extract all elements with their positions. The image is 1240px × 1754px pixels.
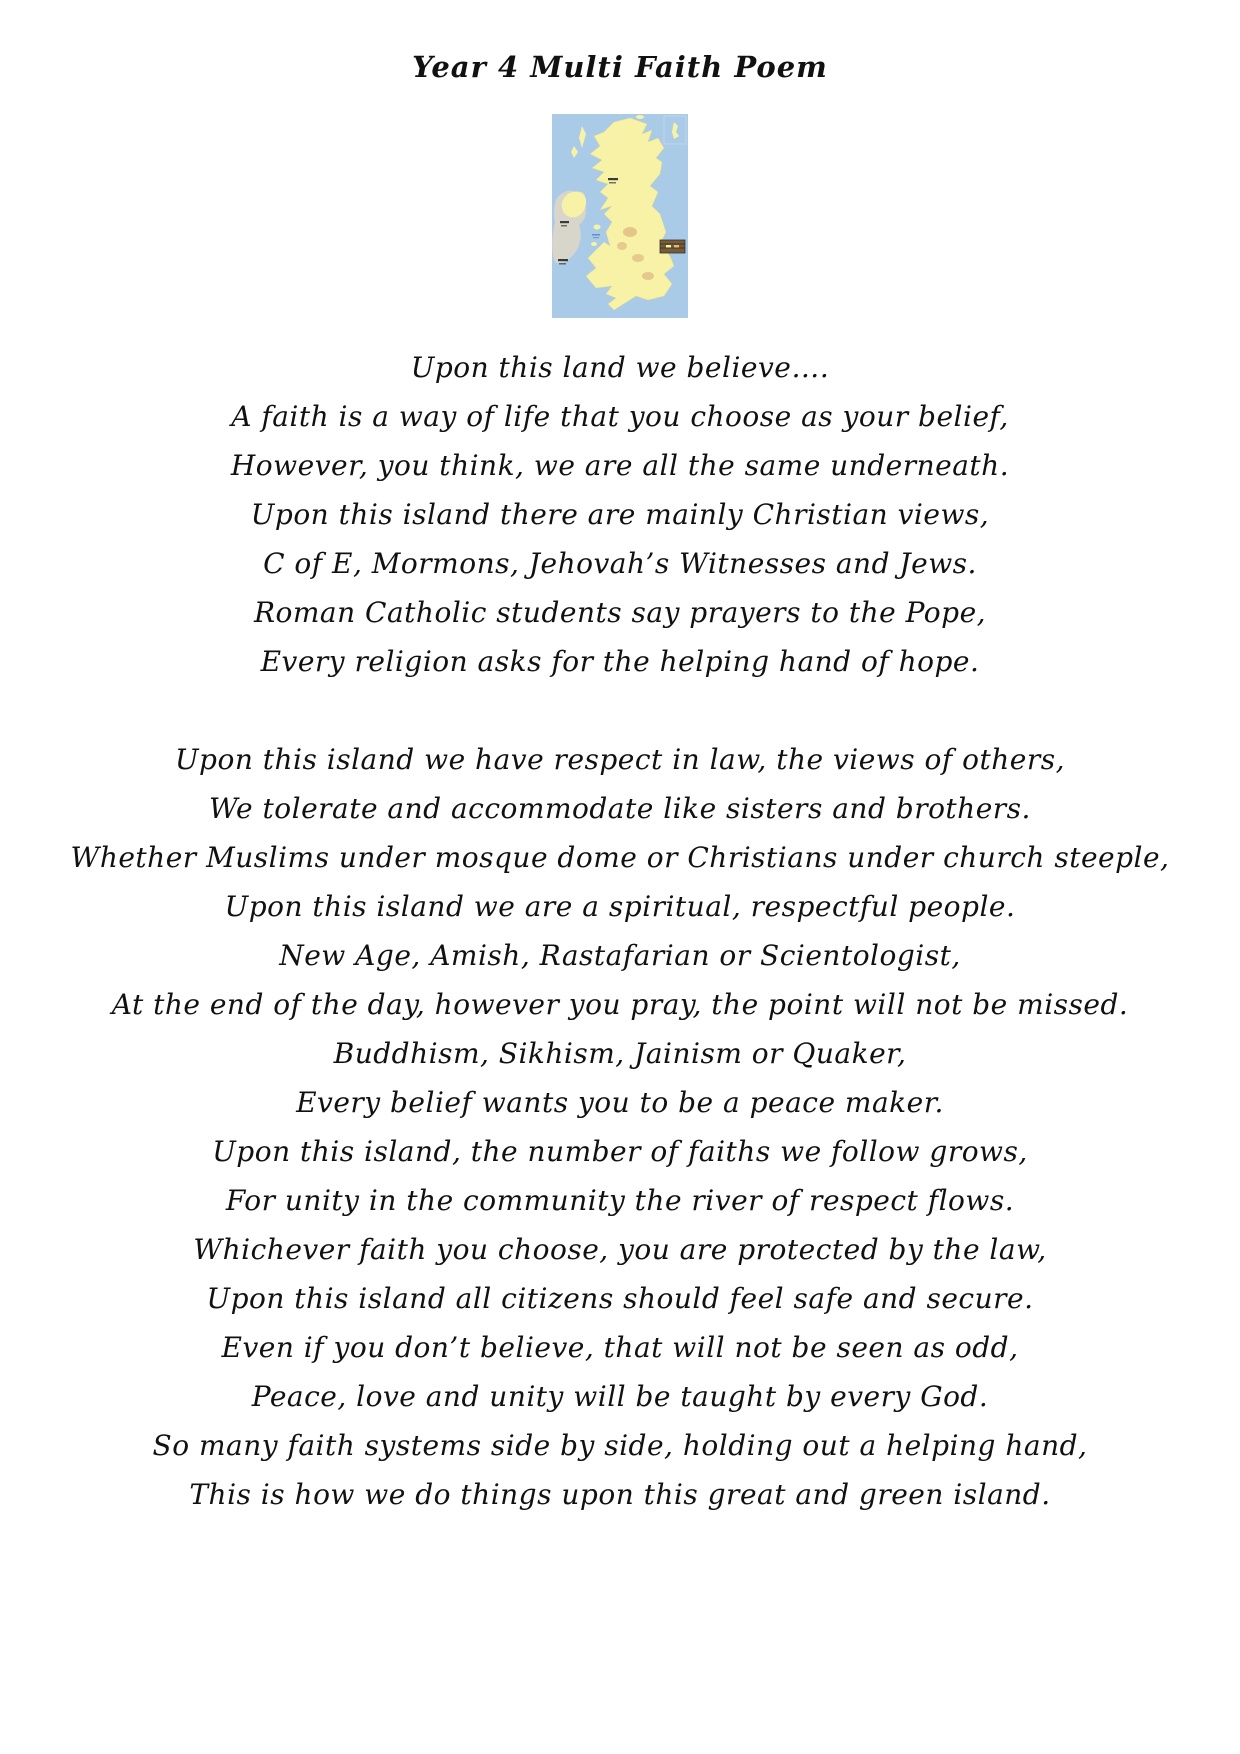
poem-line: At the end of the day, however you pray, the point will not be missed. (111, 988, 1129, 1021)
poem-line: Upon this land we believe…. (410, 351, 830, 384)
poem-line: This is how we do things upon this great and green island. (189, 1478, 1051, 1511)
uk-map-image (552, 114, 688, 318)
urban-patch (642, 272, 654, 280)
poem-line: We tolerate and accommodate like sisters and brothers. (209, 792, 1031, 825)
poem-line: Upon this island we have respect in law, the views of others, (174, 743, 1066, 776)
poem-line: Even if you don’t believe, that will not be seen as odd, (221, 1331, 1019, 1364)
uk-map-graphic (552, 114, 688, 318)
poem-line: Roman Catholic students say prayers to the Pope, (253, 596, 987, 629)
poem-line: A faith is a way of life that you choose as your belief, (231, 400, 1009, 433)
poem-line: Every belief wants you to be a peace maker. (296, 1086, 944, 1119)
poem-line: Upon this island there are mainly Christian views, (250, 498, 990, 531)
poem-line: Whether Muslims under mosque dome or Christians under church steeple, (70, 841, 1170, 874)
orkney-islands (636, 115, 644, 119)
poem-line: Upon this island all citizens should feel safe and secure. (206, 1282, 1034, 1315)
poem-line: Peace, love and unity will be taught by every God. (251, 1380, 989, 1413)
poem-line: However, you think, we are all the same underneath. (230, 449, 1010, 482)
poem-line: Whichever faith you choose, you are protected by the law, (193, 1233, 1047, 1266)
poem-line: Every religion asks for the helping hand of hope. (260, 645, 980, 678)
urban-patch (623, 227, 637, 237)
poem-line: C of E, Mormons, Jehovah’s Witnesses and Jews. (263, 547, 977, 580)
poem-line: New Age, Amish, Rastafarian or Scientologist, (279, 939, 961, 972)
poem-line: Upon this island, the number of faiths we follow grows, (212, 1135, 1028, 1168)
poem-line: Upon this island we are a spiritual, respectful people. (224, 890, 1016, 923)
poem-line: Buddhism, Sikhism, Jainism or Quaker, (333, 1037, 907, 1070)
poem-line: For unity in the community the river of respect flows. (225, 1184, 1015, 1217)
urban-patch (632, 254, 644, 262)
isle-of-man (594, 225, 601, 230)
urban-patch (617, 242, 627, 250)
poem-line: So many faith systems side by side, holding out a helping hand, (152, 1429, 1088, 1462)
anglesey-island (591, 242, 597, 246)
page-title: Year 4 Multi Faith Poem (412, 50, 828, 84)
poem-body (0, 343, 1240, 1519)
map-legend (660, 240, 685, 253)
stanza-break (0, 686, 1240, 735)
